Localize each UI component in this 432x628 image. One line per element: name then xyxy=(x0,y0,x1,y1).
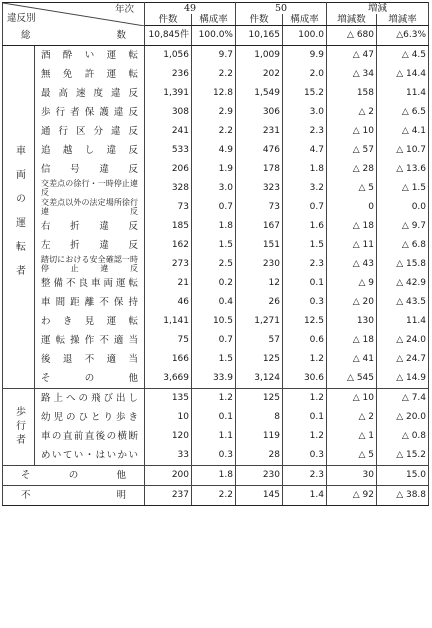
row-label: 車の直前直後の横断 xyxy=(35,427,145,446)
cell-diff: △ 9 xyxy=(327,274,377,293)
cell-count-49: 21 xyxy=(145,274,192,293)
cell-count-49: 1,391 xyxy=(145,84,192,103)
cell-diff: △ 43 xyxy=(327,255,377,274)
row-label: 左折違反 xyxy=(35,236,145,255)
cell-ratio-49: 1.8 xyxy=(192,466,236,486)
cell-count-50: 1,549 xyxy=(236,84,283,103)
cell-ratio-50: 0.3 xyxy=(283,446,327,466)
cell-count-50: 151 xyxy=(236,236,283,255)
cell-count-50: 230 xyxy=(236,255,283,274)
cell-diff: △ 41 xyxy=(327,350,377,369)
cell-count-50: 12 xyxy=(236,274,283,293)
cell-diff: △ 11 xyxy=(327,236,377,255)
cell-diff-rate: △ 13.6 xyxy=(377,160,429,179)
table-row xyxy=(3,255,429,274)
cell-count-49: 1,141 xyxy=(145,312,192,331)
total-diff: △ 680 xyxy=(327,26,377,46)
cell-count-50: 145 xyxy=(236,486,283,506)
cell-diff: △ 47 xyxy=(327,46,377,66)
corner-year-label: 年次 xyxy=(114,4,134,15)
cell-ratio-50: 15.2 xyxy=(283,84,327,103)
row-label: 酒酔い運転 xyxy=(35,46,145,66)
count-49-header: 件数 xyxy=(145,14,192,26)
cell-count-49: 120 xyxy=(145,427,192,446)
cell-diff-rate: 0.0 xyxy=(377,198,429,217)
cell-ratio-49: 3.0 xyxy=(192,179,236,198)
row-label: 追越し違反 xyxy=(35,141,145,160)
count-50-header: 件数 xyxy=(236,14,283,26)
total-count-49: 10,845件 xyxy=(145,26,192,46)
total-label: 総数 xyxy=(3,26,145,46)
row-label: めいてい・はいかい xyxy=(35,446,145,466)
table-row xyxy=(3,389,429,409)
cell-count-50: 8 xyxy=(236,408,283,427)
cell-diff-rate: 15.0 xyxy=(377,466,429,486)
cell-count-49: 328 xyxy=(145,179,192,198)
table-row xyxy=(3,427,429,446)
table-row xyxy=(3,103,429,122)
table-row xyxy=(3,236,429,255)
cell-diff-rate: △ 24.7 xyxy=(377,350,429,369)
cell-count-50: 231 xyxy=(236,122,283,141)
cell-diff-rate: △ 9.7 xyxy=(377,217,429,236)
cell-ratio-50: 0.7 xyxy=(283,198,327,217)
cell-ratio-49: 1.8 xyxy=(192,217,236,236)
cell-count-49: 33 xyxy=(145,446,192,466)
cell-ratio-49: 9.7 xyxy=(192,46,236,66)
cell-count-49: 533 xyxy=(145,141,192,160)
cell-ratio-49: 1.2 xyxy=(192,389,236,409)
cell-diff: 130 xyxy=(327,312,377,331)
cell-diff-rate: △ 14.9 xyxy=(377,369,429,389)
diff-header: 増減数 xyxy=(327,14,377,26)
cell-count-50: 306 xyxy=(236,103,283,122)
row-label: その他 xyxy=(35,369,145,389)
cell-ratio-49: 0.4 xyxy=(192,293,236,312)
row-label: 右折違反 xyxy=(35,217,145,236)
cell-ratio-49: 12.8 xyxy=(192,84,236,103)
violation-statistics-table xyxy=(2,2,429,506)
category-pedestrian xyxy=(3,389,35,466)
cell-count-50: 1,271 xyxy=(236,312,283,331)
cell-diff: △ 18 xyxy=(327,217,377,236)
cell-count-50: 26 xyxy=(236,293,283,312)
cell-count-49: 73 xyxy=(145,198,192,217)
ratio-49-header: 構成率 xyxy=(192,14,236,26)
cell-count-50: 167 xyxy=(236,217,283,236)
cell-diff-rate: 11.4 xyxy=(377,84,429,103)
cell-ratio-49: 1.5 xyxy=(192,236,236,255)
ratio-50-header: 構成率 xyxy=(283,14,327,26)
cell-count-49: 273 xyxy=(145,255,192,274)
table-row xyxy=(3,84,429,103)
cell-ratio-49: 0.3 xyxy=(192,446,236,466)
cell-diff: △ 57 xyxy=(327,141,377,160)
category-vehicle-driver-text: 車両の運転者 xyxy=(13,145,25,289)
category-pedestrian-text: 歩行者 xyxy=(13,406,25,448)
change-header: 増減 xyxy=(327,3,429,15)
table-row xyxy=(3,350,429,369)
cell-diff-rate: △ 10.7 xyxy=(377,141,429,160)
table-row xyxy=(3,274,429,293)
violation-table-container xyxy=(2,2,428,506)
cell-ratio-50: 1.2 xyxy=(283,389,327,409)
cell-diff: △ 28 xyxy=(327,160,377,179)
cell-ratio-50: 1.4 xyxy=(283,486,327,506)
cell-count-50: 323 xyxy=(236,179,283,198)
row-label: 運転操作不適当 xyxy=(35,331,145,350)
cell-ratio-50: 2.3 xyxy=(283,122,327,141)
cell-count-50: 28 xyxy=(236,446,283,466)
total-ratio-49: 100.0% xyxy=(192,26,236,46)
row-label: 整備不良車両運転 xyxy=(35,274,145,293)
cell-diff: △ 545 xyxy=(327,369,377,389)
cell-diff: △ 18 xyxy=(327,331,377,350)
cell-diff: △ 1 xyxy=(327,427,377,446)
cell-count-49: 236 xyxy=(145,65,192,84)
cell-count-49: 3,669 xyxy=(145,369,192,389)
cell-diff-rate: △ 7.4 xyxy=(377,389,429,409)
cell-ratio-49: 10.5 xyxy=(192,312,236,331)
cell-diff: △ 92 xyxy=(327,486,377,506)
cell-diff: △ 2 xyxy=(327,103,377,122)
cell-ratio-49: 4.9 xyxy=(192,141,236,160)
cell-ratio-50: 4.7 xyxy=(283,141,327,160)
cell-ratio-50: 2.0 xyxy=(283,65,327,84)
table-row xyxy=(3,312,429,331)
cell-count-49: 241 xyxy=(145,122,192,141)
cell-diff-rate: △ 42.9 xyxy=(377,274,429,293)
cell-ratio-49: 1.9 xyxy=(192,160,236,179)
row-label: 車間距離不保持 xyxy=(35,293,145,312)
cell-ratio-50: 3.2 xyxy=(283,179,327,198)
cell-ratio-49: 33.9 xyxy=(192,369,236,389)
table-row xyxy=(3,65,429,84)
cell-diff-rate: △ 24.0 xyxy=(377,331,429,350)
cell-diff-rate: △ 15.2 xyxy=(377,446,429,466)
header-corner-cell xyxy=(3,3,145,26)
cell-count-49: 237 xyxy=(145,486,192,506)
cell-ratio-49: 0.1 xyxy=(192,408,236,427)
cell-count-49: 46 xyxy=(145,293,192,312)
cell-count-49: 75 xyxy=(145,331,192,350)
row-label: 交差点以外の法定場所徐行違反 xyxy=(35,198,145,217)
cell-diff: △ 34 xyxy=(327,65,377,84)
cell-diff-rate: △ 1.5 xyxy=(377,179,429,198)
other-total-row-label: その他 xyxy=(3,466,145,486)
row-label: 踏切における安全確認一時停止違反 xyxy=(35,255,145,274)
cell-diff-rate: △ 20.0 xyxy=(377,408,429,427)
cell-count-50: 3,124 xyxy=(236,369,283,389)
table-row xyxy=(3,293,429,312)
unknown-row-label: 不明 xyxy=(3,486,145,506)
cell-ratio-49: 0.2 xyxy=(192,274,236,293)
cell-ratio-50: 1.6 xyxy=(283,217,327,236)
cell-diff-rate: △ 38.8 xyxy=(377,486,429,506)
row-label: 路上への飛び出し xyxy=(35,389,145,409)
cell-diff: 30 xyxy=(327,466,377,486)
cell-count-50: 1,009 xyxy=(236,46,283,66)
cell-ratio-50: 1.5 xyxy=(283,236,327,255)
cell-ratio-50: 0.3 xyxy=(283,293,327,312)
cell-count-49: 308 xyxy=(145,103,192,122)
cell-ratio-50: 1.8 xyxy=(283,160,327,179)
table-row xyxy=(3,46,429,66)
row-label: わき見運転 xyxy=(35,312,145,331)
cell-ratio-50: 30.6 xyxy=(283,369,327,389)
cell-diff: △ 2 xyxy=(327,408,377,427)
cell-diff-rate: △ 15.8 xyxy=(377,255,429,274)
table-row xyxy=(3,446,429,466)
cell-count-49: 185 xyxy=(145,217,192,236)
cell-ratio-50: 1.2 xyxy=(283,427,327,446)
cell-diff: △ 20 xyxy=(327,293,377,312)
cell-ratio-49: 2.9 xyxy=(192,103,236,122)
cell-count-50: 476 xyxy=(236,141,283,160)
cell-ratio-49: 1.5 xyxy=(192,350,236,369)
year-50-header: 50 xyxy=(236,3,327,15)
cell-diff: △ 10 xyxy=(327,389,377,409)
row-label: 通行区分違反 xyxy=(35,122,145,141)
cell-count-49: 166 xyxy=(145,350,192,369)
cell-ratio-50: 1.2 xyxy=(283,350,327,369)
cell-ratio-50: 9.9 xyxy=(283,46,327,66)
table-row xyxy=(3,160,429,179)
table-row xyxy=(3,408,429,427)
table-row xyxy=(3,179,429,198)
cell-diff: △ 5 xyxy=(327,446,377,466)
cell-diff-rate: △ 0.8 xyxy=(377,427,429,446)
cell-diff-rate: △ 43.5 xyxy=(377,293,429,312)
cell-diff-rate: △ 6.5 xyxy=(377,103,429,122)
table-row xyxy=(3,331,429,350)
cell-count-49: 135 xyxy=(145,389,192,409)
table-row xyxy=(3,198,429,217)
row-label: 信号違反 xyxy=(35,160,145,179)
cell-count-50: 178 xyxy=(236,160,283,179)
table-row xyxy=(3,141,429,160)
table-row xyxy=(3,122,429,141)
corner-violation-label: 違反別 xyxy=(7,13,36,24)
other-total-row xyxy=(3,466,429,486)
table-row xyxy=(3,217,429,236)
cell-count-50: 202 xyxy=(236,65,283,84)
cell-ratio-50: 12.5 xyxy=(283,312,327,331)
cell-ratio-50: 2.3 xyxy=(283,255,327,274)
category-vehicle-driver xyxy=(3,46,35,389)
cell-count-49: 200 xyxy=(145,466,192,486)
total-count-50: 10,165 xyxy=(236,26,283,46)
total-diff-rate: △6.3% xyxy=(377,26,429,46)
cell-diff-rate: △ 6.8 xyxy=(377,236,429,255)
cell-count-49: 1,056 xyxy=(145,46,192,66)
cell-diff: △ 10 xyxy=(327,122,377,141)
cell-ratio-49: 0.7 xyxy=(192,198,236,217)
cell-ratio-49: 2.5 xyxy=(192,255,236,274)
cell-diff-rate: △ 4.5 xyxy=(377,46,429,66)
cell-count-50: 230 xyxy=(236,466,283,486)
cell-ratio-50: 2.3 xyxy=(283,466,327,486)
cell-diff: △ 5 xyxy=(327,179,377,198)
cell-count-49: 10 xyxy=(145,408,192,427)
row-label: 交差点の徐行・一時停止違反 xyxy=(35,179,145,198)
cell-count-49: 162 xyxy=(145,236,192,255)
unknown-row xyxy=(3,486,429,506)
cell-diff-rate: △ 14.4 xyxy=(377,65,429,84)
cell-count-50: 119 xyxy=(236,427,283,446)
row-label: 歩行者保護違反 xyxy=(35,103,145,122)
header-row-years xyxy=(3,3,429,15)
diff-rate-header: 増減率 xyxy=(377,14,429,26)
cell-count-50: 57 xyxy=(236,331,283,350)
cell-count-50: 125 xyxy=(236,389,283,409)
row-label: 幼児のひとり歩き xyxy=(35,408,145,427)
cell-ratio-50: 3.0 xyxy=(283,103,327,122)
table-row xyxy=(3,369,429,389)
cell-ratio-50: 0.6 xyxy=(283,331,327,350)
cell-ratio-50: 0.1 xyxy=(283,274,327,293)
cell-ratio-49: 2.2 xyxy=(192,65,236,84)
cell-diff: 158 xyxy=(327,84,377,103)
row-label: 無免許運転 xyxy=(35,65,145,84)
cell-diff-rate: △ 4.1 xyxy=(377,122,429,141)
cell-ratio-49: 2.2 xyxy=(192,122,236,141)
row-label: 最高速度違反 xyxy=(35,84,145,103)
cell-ratio-50: 0.1 xyxy=(283,408,327,427)
cell-ratio-49: 1.1 xyxy=(192,427,236,446)
cell-count-49: 206 xyxy=(145,160,192,179)
year-49-header: 49 xyxy=(145,3,236,15)
total-ratio-50: 100.0 xyxy=(283,26,327,46)
cell-diff-rate: 11.4 xyxy=(377,312,429,331)
total-row xyxy=(3,26,429,46)
cell-diff: 0 xyxy=(327,198,377,217)
row-label: 後退不適当 xyxy=(35,350,145,369)
cell-count-50: 73 xyxy=(236,198,283,217)
cell-ratio-49: 0.7 xyxy=(192,331,236,350)
cell-ratio-49: 2.2 xyxy=(192,486,236,506)
cell-count-50: 125 xyxy=(236,350,283,369)
